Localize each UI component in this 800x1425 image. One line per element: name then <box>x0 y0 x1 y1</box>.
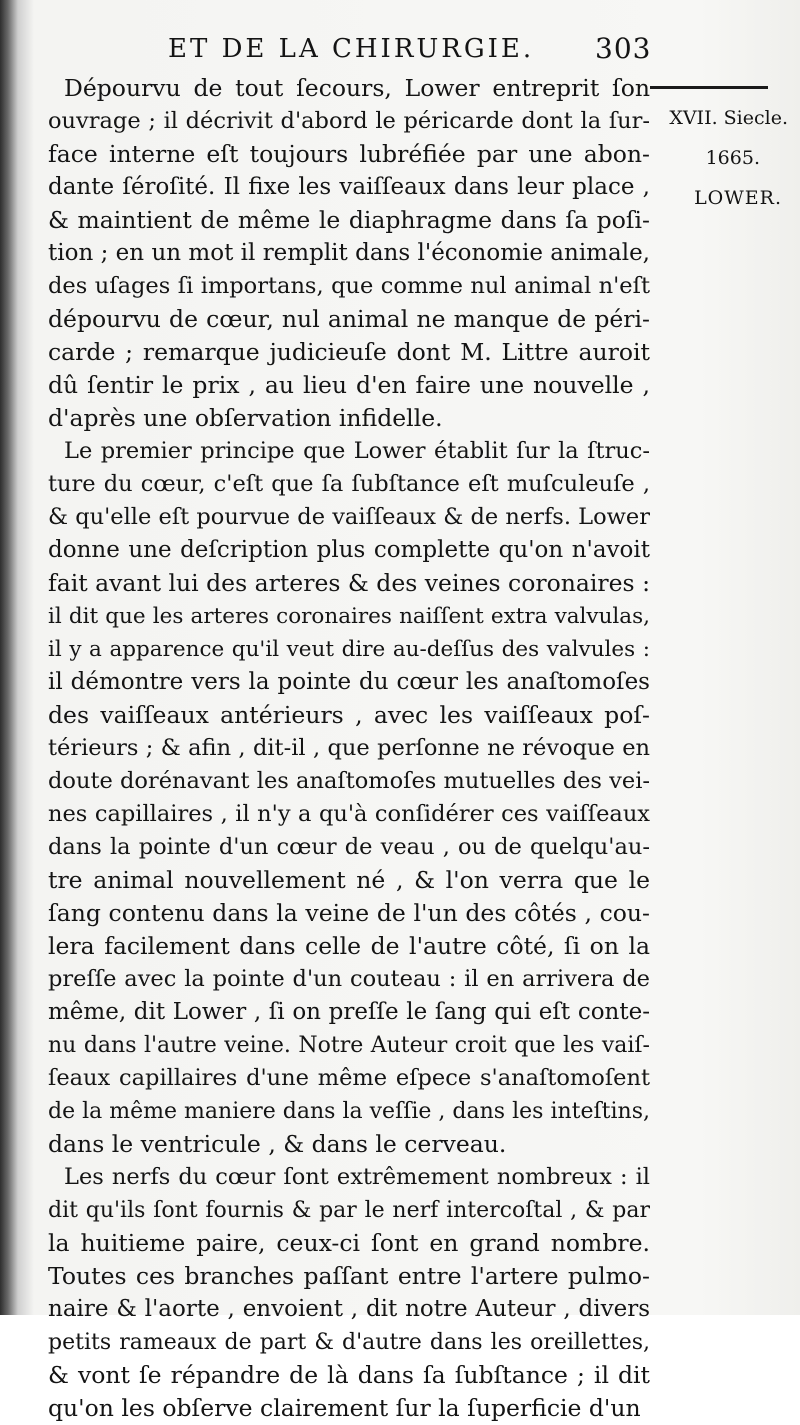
paragraph <box>48 435 650 1161</box>
text-line: ſeaux capillaires d'une même eſpece s'anaſtomoſent <box>48 1065 650 1091</box>
text-line: il dit que les arteres coronaires naiſſent extra valvulas, <box>48 604 650 629</box>
margin-note-year: 1665. <box>705 147 760 169</box>
text-line: dans la pointe d'un cœur de veau , ou de quelqu'au- <box>48 834 650 860</box>
text-line: doute dorénavant les anaſtomoſes mutuelles des vei- <box>48 768 650 794</box>
paragraph <box>48 72 650 435</box>
text-line: Le premier principe que Lower établit ſur la ſtruc- <box>64 438 650 464</box>
text-line: dante ſéroſité. Il fixe les vaiſſeaux dans leur place , <box>48 174 650 200</box>
text-line: lera facilement dans celle de l'autre côté, ſi on la <box>48 932 650 960</box>
text-line: Les nerfs du cœur ſont extrêmement nombreux : il <box>64 1164 650 1190</box>
text-line: face interne eſt toujours lubréfiée par une abon- <box>48 140 650 168</box>
text-line: naire & l'aorte , envoient , dit notre Auteur , divers <box>48 1296 650 1322</box>
text-line: Toutes ces branches paſſant entre l'artere pulmo- <box>48 1262 650 1290</box>
text-line: nu dans l'autre veine. Notre Auteur croit que les vaiſ- <box>48 1033 650 1058</box>
text-line: ture du cœur, c'eſt que ſa ſubſtance eſt muſculeuſe , <box>48 471 650 497</box>
text-line: des vaiſſeaux antérieurs , avec les vaiſſeaux poſ- <box>48 701 650 729</box>
text-line: dit qu'ils ſont fournis & par le nerf intercoſtal , & par <box>48 1198 650 1223</box>
text-line: donne une deſcription plus complette qu'on n'avoit <box>48 537 650 563</box>
text-line: nes capillaires , il n'y a qu'à conſidérer ces vaiſſeaux <box>48 801 650 827</box>
page-header <box>60 32 660 68</box>
text-line: dépourvu de cœur, nul animal ne manque de péri- <box>48 305 650 333</box>
text-line: preſſe avec la pointe d'un couteau : il en arrivera de <box>48 966 650 992</box>
text-line: des uſages ſi importans, que comme nul animal n'eſt <box>48 273 650 299</box>
text-line: ſang contenu dans la veine de l'un des côtés , cou- <box>48 899 650 927</box>
margin-notes <box>648 98 788 218</box>
text-line: ouvrage ; il décrivit d'abord le péricarde dont la ſur- <box>48 108 650 134</box>
text-line: & qu'elle eſt pourvue de vaiſſeaux & de nerfs. Lower <box>48 504 650 530</box>
margin-note-century: XVII. Siecle. <box>669 107 788 129</box>
margin-rule <box>650 86 768 89</box>
text-line: fait avant lui des arteres & des veines coronaires : <box>48 569 650 597</box>
text-line: & maintient de même le diaphragme dans ſa poſi- <box>48 206 650 234</box>
body-text <box>48 72 650 1425</box>
text-line: il démontre vers la pointe du cœur les anaſtomoſes <box>48 669 650 695</box>
text-line: même, dit Lower , ſi on preſſe le ſang qui eſt conte- <box>48 999 650 1025</box>
text-line: la huitieme paire, ceux-ci ſont en grand nombre. <box>48 1229 650 1257</box>
text-line: d'après une obſervation infidelle. <box>48 404 443 432</box>
text-line: tion ; en un mot il remplit dans l'économie animale, <box>48 240 650 266</box>
paragraph <box>48 1161 650 1425</box>
text-line: de la même maniere dans la veſſie , dans les inteſtins, <box>48 1099 650 1124</box>
margin-note-author: LOWER. <box>694 187 782 209</box>
text-line: il y a apparence qu'il veut dire au-deſſus des valvules : <box>48 637 650 662</box>
text-line: Dépourvu de tout ſecours, Lower entreprit ſon <box>64 74 650 102</box>
text-line: tre animal nouvellement né , & l'on verra que le <box>48 866 650 894</box>
text-line: térieurs ; & afin , dit-il , que perſonne ne révoque en <box>48 735 650 761</box>
text-line: carde ; remarque judicieuſe dont M. Littre auroit <box>48 338 650 366</box>
text-line: petits rameaux de part & d'autre dans les oreillettes, <box>48 1330 650 1355</box>
page-number: 303 <box>595 32 652 65</box>
text-line: qu'on les obſerve clairement ſur la ſuperficie d'un <box>48 1394 641 1422</box>
text-line: dans le ventricule , & dans le cerveau. <box>48 1130 507 1158</box>
text-line: dû ſentir le prix , au lieu d'en faire une nouvelle , <box>48 371 650 399</box>
text-line: & vont ſe répandre de là dans ſa ſubſtance ; il dit <box>48 1361 650 1389</box>
running-head: ET DE LA CHIRURGIE. <box>168 34 535 64</box>
